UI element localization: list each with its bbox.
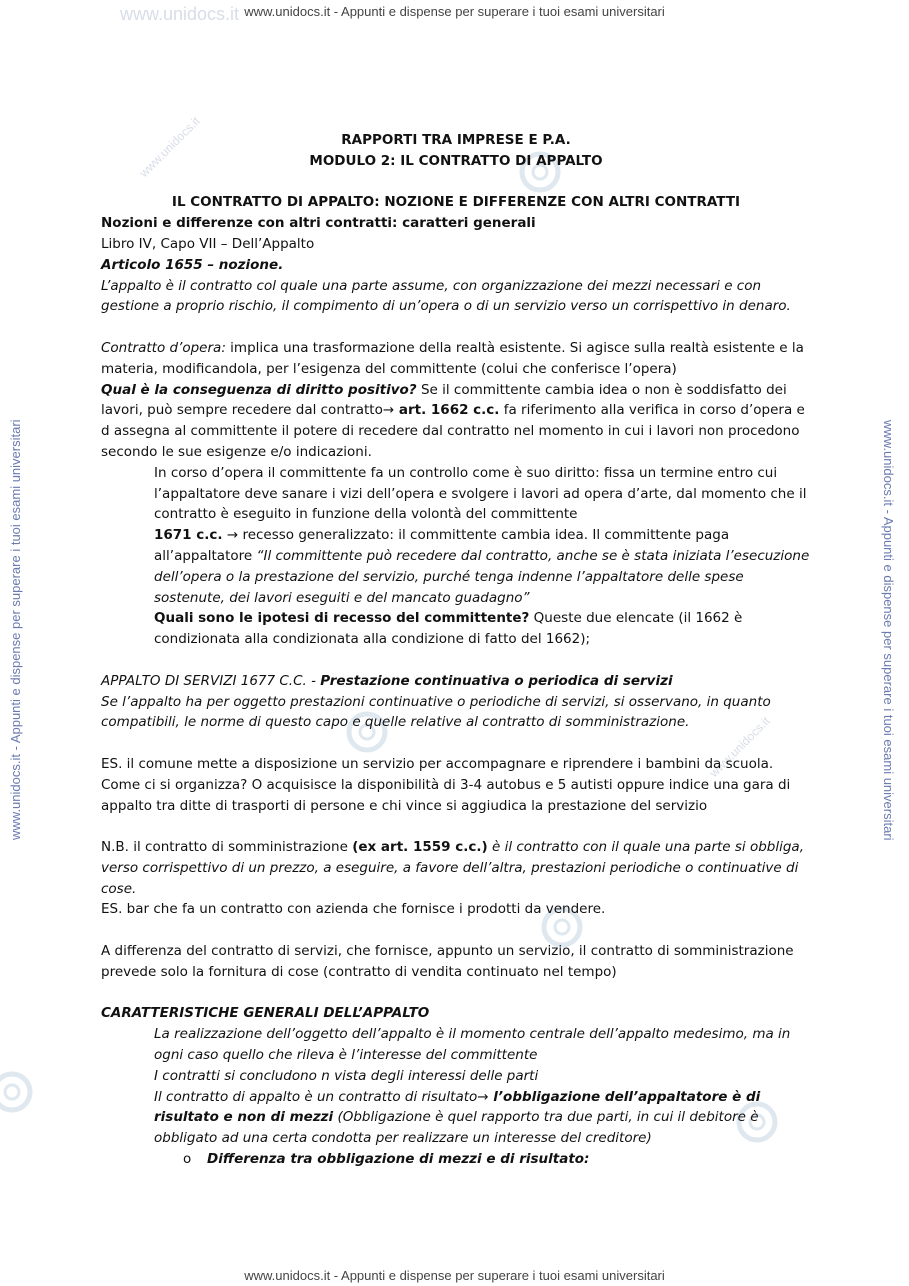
watermark-right: www.unidocs.it - Appunti e dispense per superare i tuoi esami universitari [881,420,896,841]
question-label: Quali sono le ipotesi di recesso del committente? [154,610,530,627]
article-text: L’appalto è il contratto col quale una parte assume, con organizzazione dei mezzi necessari e con gestione a proprio rischio, il compimento di un’opera o di un servizio verso un corrispettivo in denaro. [101,277,791,315]
paragraph: Libro IV, Capo VII – Dell’Appalto [101,235,315,252]
ghost-watermark: www.unidocs.it [120,4,240,24]
paragraph-text: fa riferimento alla verifica in corso d’opera e d assegna al committente il potere di recedere dal contratto nel momento in cui i lavori non procedono secondo le sue esigenze e/o indicazioni. [101,402,805,460]
arrow-icon: → [382,402,395,419]
list-item-text: Differenza tra obbligazione di mezzi e di risultato: [207,1151,590,1168]
section-title-b: Prestazione continuativa o periodica di servizi [320,672,673,689]
doc-heading-2: MODULO 2: IL CONTRATTO DI APPALTO [309,152,603,169]
term-label: Contratto d’opera: [101,339,226,356]
indented-paragraph [101,608,811,650]
paragraph: Se l’appalto ha per oggetto prestazioni continuative o periodiche di servizi, si osservano, in quanto compatibili, le norme di questo capo e quelle relative al contratto di somministrazione. [101,693,771,731]
section-title: Nozioni e differenze con altri contratti: caratteri generali [101,215,536,232]
ghost-watermark: www.unidocs.it [706,713,773,781]
paragraph-text: N.B. il contratto di somministrazione [101,839,353,856]
ghost-watermark: www.unidocs.it [136,113,203,181]
watermark-top: www.unidocs.it - Appunti e dispense per superare i tuoi esami universitari [244,4,665,19]
paragraph: ES. il comune mette a disposizione un servizio per accompagnare e riprendere i bambini da scuola. Come ci si organizza? O acquisisce la disponibilità di 3-4 autobus e 5 autisti oppure indice una gara di appalto tra ditte di trasporti di persone e chi vince si aggiudica la prestazione del servizio [101,755,791,814]
paragraph [101,837,811,899]
watermark-bottom: www.unidocs.it - Appunti e dispense per superare i tuoi esami universitari [244,1268,665,1283]
article-ref: 1671 c.c. [154,527,223,544]
paragraph-text: Queste due elencate (il 1662 è condizionata alla condizionata alla condizione di fatto del 1662); [154,610,743,648]
list-item [101,1149,811,1170]
paragraph-text: Il contratto di appalto è un contratto di risultato [154,1088,478,1105]
indented-paragraph: In corso d’opera il committente fa un controllo come è suo diritto: fissa un termine entro cui l’appaltatore deve sanare i vizi dell’opera e svolgere i lavori ad opera d’arte, dal momento che il contratto è eseguito in funzione della volontà del committente [154,464,807,523]
unidocs-logo-icon [0,1070,34,1114]
article-ref: art. 1662 c.c. [394,402,500,419]
paragraph: A differenza del contratto di servizi, che fornisce, appunto un servizio, il contratto di somministrazione prevede solo la fornitura di cose (contratto di vendita continuato nel tempo) [101,943,794,980]
arrow-icon: → [222,527,243,544]
paragraph [101,338,811,380]
section-title-a: APPALTO DI SERVIZI 1677 C.C. - [101,672,321,689]
paragraph-text: è il contratto con il quale una parte si obbliga, verso corrispettivo di un prezzo, a eseguire, a favore dell’altra, prestazioni periodiche o continuative di cose. [101,839,804,897]
arrow-icon: → [477,1088,489,1105]
quote-text: “Il committente può recedere dal contratto, anche se è stata iniziata l’esecuzione dell’opera o la prestazione del servizio, purché tenga indenne l’appaltatore delle spese sostenute, dei lavori eseguiti e del mancato guadagno” [154,547,810,606]
bullet-icon: o [183,1151,192,1168]
paragraph [101,380,811,463]
question-label: Qual è la conseguenza di diritto positivo? [101,381,417,398]
paragraph: ES. bar che fa un contratto con azienda che fornisce i prodotti da vendere. [101,901,606,918]
paragraph-text: implica una trasformazione della realtà esistente. Si agisce sulla realtà esistente e la materia, modificandola, per l’esigenza del committente (colui che conferisce l’opera) [101,339,804,377]
doc-heading-1: RAPPORTI TRA IMPRESE E P.A. [341,132,571,148]
emphasis-text: l’obbligazione dell’appaltatore è di risultato e non di mezzi [154,1088,761,1126]
indented-paragraph [101,1087,811,1149]
document-content [101,130,811,1170]
doc-heading-3: IL CONTRATTO DI APPALTO: NOZIONE E DIFFERENZE CON ALTRI CONTRATTI [171,194,741,211]
indented-paragraph: I contratti si concludono n vista degli interessi delle parti [154,1067,539,1084]
indented-paragraph: La realizzazione dell’oggetto dell’appalto è il momento centrale dell’appalto medesimo, ma in ogni caso quello che rileva è l’interesse del committente [154,1026,791,1064]
indented-paragraph [101,525,811,608]
section-title: CARATTERISTICHE GENERALI DELL’APPALTO [101,1005,430,1022]
paragraph-text: (Obbligazione è quel rapporto tra due parti, in cui il debitore è obbligato ad una certa condotta per realizzare un interesse del creditore) [154,1109,759,1147]
paragraph-text: Se il committente cambia idea o non è soddisfatto dei lavori, può sempre recedere dal contratto [101,381,787,419]
paragraph-text: recesso generalizzato: il committente cambia idea. Il committente paga all’appaltatore [154,527,730,564]
watermark-left: www.unidocs.it - Appunti e dispense per superare i tuoi esami universitari [8,419,23,840]
article-ref: (ex art. 1559 c.c.) [352,839,488,856]
article-title: Articolo 1655 – nozione. [101,256,284,273]
section-title [101,671,811,692]
